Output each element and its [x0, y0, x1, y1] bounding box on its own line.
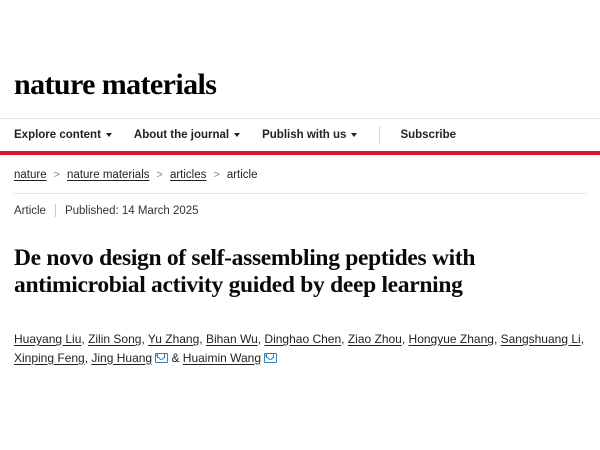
letterbox-top — [0, 0, 600, 32]
chevron-down-icon — [351, 133, 357, 137]
nav-item-publish-with-us[interactable] — [262, 129, 357, 141]
email-icon[interactable] — [264, 353, 277, 363]
author-separator: & — [168, 350, 183, 365]
author-link[interactable]: Xinping Feng — [14, 350, 85, 365]
author-link[interactable]: Jing Huang — [91, 350, 153, 365]
page-title: De novo design of self-assembling peptides with antimicrobial activity guided by deep learning — [14, 244, 476, 299]
breadcrumb-item-nature[interactable]: nature — [14, 169, 47, 181]
nav-divider — [379, 126, 380, 144]
publication-date: Published: 14 March 2025 — [64, 204, 199, 217]
main-navigation — [0, 118, 600, 151]
author-link[interactable]: Ziao Zhou — [347, 331, 402, 346]
author-link[interactable]: Huaimin Wang — [182, 350, 262, 365]
email-icon[interactable] — [155, 353, 168, 363]
journal-article-page — [0, 32, 600, 388]
author-link[interactable]: Zilin Song — [88, 331, 142, 346]
nav-label: Explore content — [14, 129, 101, 141]
nav-label: About the journal — [133, 129, 230, 141]
breadcrumb — [0, 155, 600, 181]
author-separator: , — [84, 350, 92, 365]
nav-label: Publish with us — [262, 129, 347, 141]
nav-item-explore-content[interactable] — [14, 129, 112, 141]
masthead — [0, 32, 600, 106]
nav-item-subscribe[interactable] — [400, 129, 456, 141]
breadcrumb-separator-icon: > — [53, 169, 61, 181]
breadcrumb-separator-icon: > — [213, 169, 220, 181]
author-link[interactable]: Sangshuang Li — [500, 331, 581, 346]
breadcrumb-separator-icon: > — [156, 169, 163, 181]
meta-divider — [55, 204, 56, 217]
chevron-down-icon — [234, 133, 240, 137]
author-list — [0, 316, 600, 367]
author-link[interactable]: Hongyue Zhang — [408, 331, 494, 346]
nav-label: Subscribe — [400, 129, 457, 141]
breadcrumb-item-nature-materials[interactable]: nature materials — [67, 169, 150, 181]
author-link[interactable]: Dinghao Chen — [264, 331, 342, 346]
author-separator: , — [141, 331, 148, 346]
author-separator: , — [580, 331, 585, 346]
author-separator: , — [199, 331, 206, 346]
breadcrumb-item-articles[interactable]: articles — [169, 169, 207, 181]
author-link[interactable]: Yu Zhang — [147, 331, 200, 346]
breadcrumb-item-article: article — [226, 169, 258, 181]
author-separator: , — [257, 331, 265, 346]
journal-logo[interactable]: nature materials — [14, 68, 217, 101]
chevron-down-icon — [106, 133, 112, 137]
author-separator: , — [81, 331, 89, 346]
article-type-label: Article — [14, 204, 46, 217]
article-meta — [0, 194, 600, 217]
author-separator: , — [493, 331, 501, 346]
nav-item-about-the-journal[interactable] — [134, 129, 240, 141]
author-separator: , — [341, 331, 348, 346]
letterbox-bottom — [0, 388, 600, 450]
author-separator: , — [401, 331, 409, 346]
author-link[interactable]: Huayang Liu — [14, 331, 82, 346]
author-link[interactable]: Bihan Wu — [205, 331, 258, 346]
